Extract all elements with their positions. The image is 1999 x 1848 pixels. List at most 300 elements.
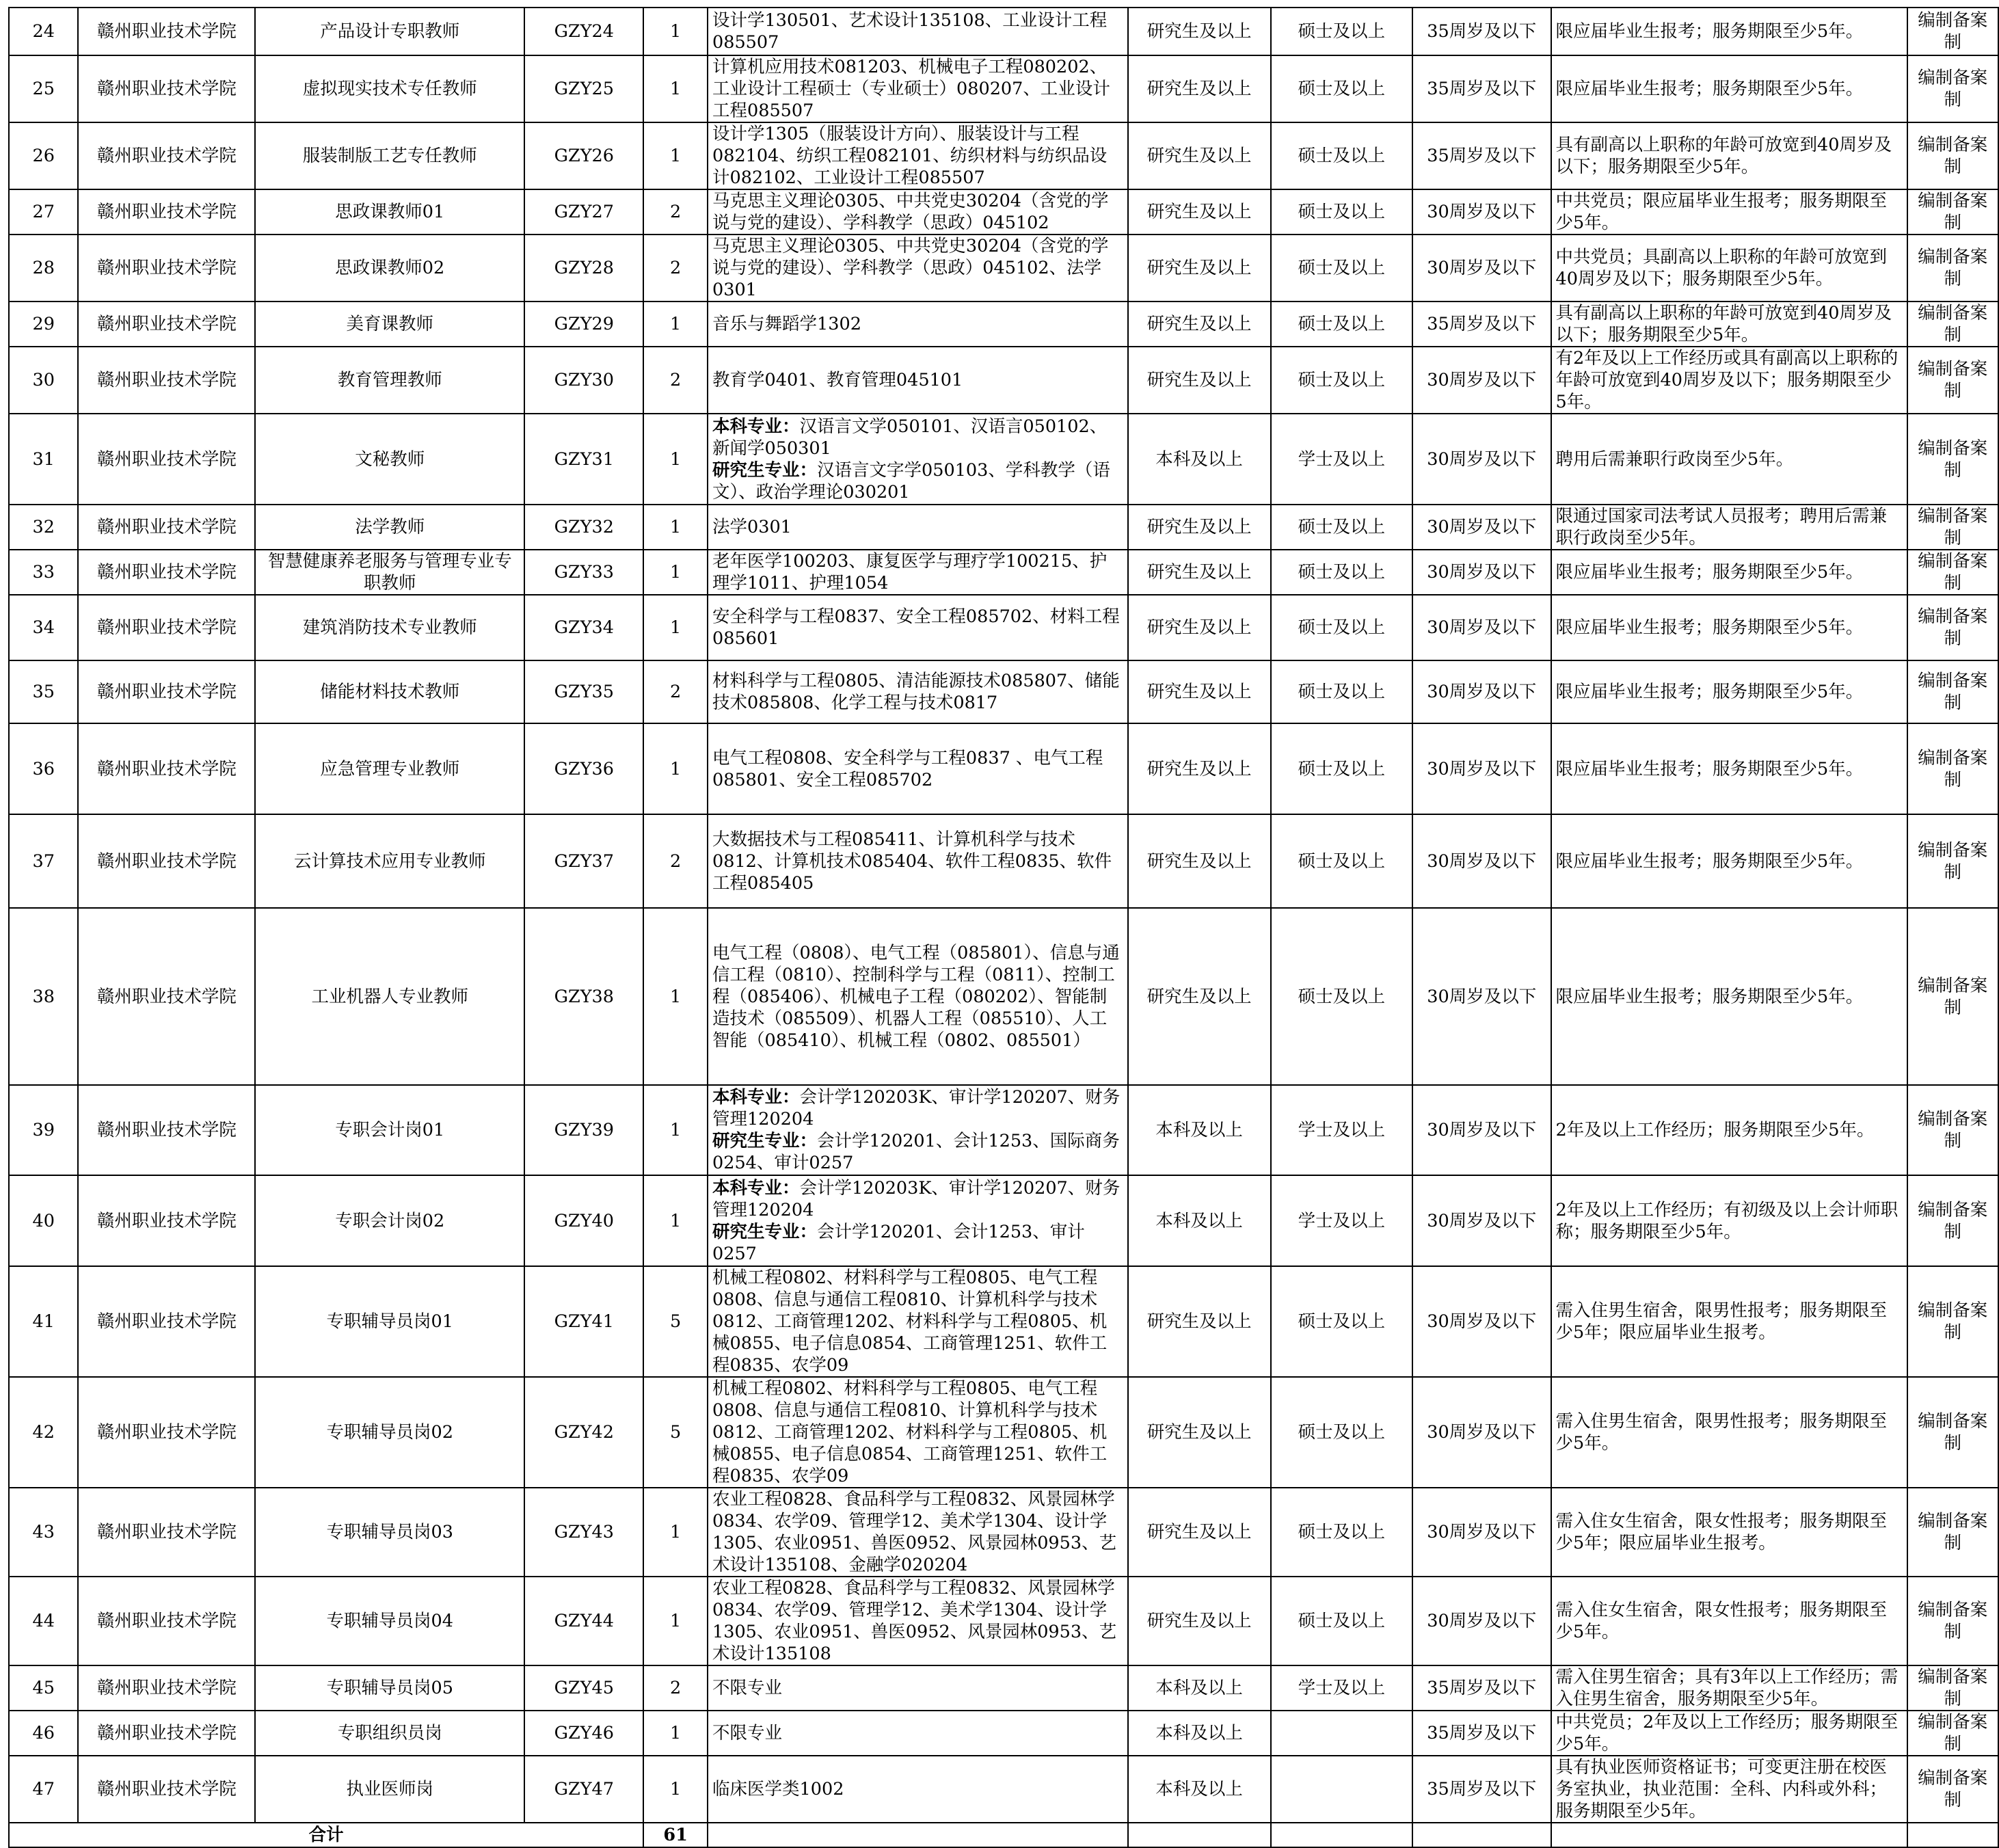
education-cell: 本科及以上	[1128, 1175, 1271, 1266]
total-empty-cell	[1271, 1823, 1412, 1847]
other-requirements-cell: 中共党员；限应届毕业生报考；服务期限至少5年。	[1551, 189, 1907, 235]
table-row	[9, 550, 1998, 595]
staffing-type-cell: 编制备案制	[1907, 550, 1998, 595]
hiring-count-cell: 2	[643, 814, 708, 908]
post-name-cell: 产品设计专职教师	[255, 8, 524, 55]
table-row	[9, 122, 1998, 189]
post-code-cell: GZY44	[524, 1577, 643, 1665]
age-limit-cell: 30周岁及以下	[1412, 347, 1551, 414]
major-requirement-cell: 不限专业	[708, 1711, 1128, 1756]
staffing-type-cell: 编制备案制	[1907, 235, 1998, 302]
table-row	[9, 8, 1998, 55]
other-requirements-cell: 需入住男生宿舍；具有3年以上工作经历；需入住男生宿舍，服务期限至少5年。	[1551, 1665, 1907, 1711]
post-name-cell: 虚拟现实技术专任教师	[255, 55, 524, 122]
post-name-cell: 美育课教师	[255, 302, 524, 347]
table-row	[9, 302, 1998, 347]
major-requirement-cell	[708, 1085, 1128, 1175]
employer-cell: 赣州职业技术学院	[78, 1577, 255, 1665]
other-requirements-cell: 需入住女生宿舍，限女性报考；服务期限至少5年；限应届毕业生报考。	[1551, 1488, 1907, 1577]
post-name-cell: 专职会计岗02	[255, 1175, 524, 1266]
post-code-cell: GZY29	[524, 302, 643, 347]
row-number-cell: 44	[9, 1577, 78, 1665]
post-code-cell: GZY43	[524, 1488, 643, 1577]
post-name-cell: 文秘教师	[255, 414, 524, 505]
employer-cell: 赣州职业技术学院	[78, 1377, 255, 1488]
post-code-cell: GZY39	[524, 1085, 643, 1175]
post-code-cell: GZY38	[524, 908, 643, 1085]
other-requirements-cell: 2年及以上工作经历；服务期限至少5年。	[1551, 1085, 1907, 1175]
major-requirement-cell: 临床医学类1002	[708, 1756, 1128, 1823]
age-limit-cell: 30周岁及以下	[1412, 1175, 1551, 1266]
hiring-count-cell: 2	[643, 347, 708, 414]
staffing-type-cell: 编制备案制	[1907, 414, 1998, 505]
row-number-cell: 32	[9, 505, 78, 550]
row-number-cell: 36	[9, 723, 78, 814]
major-requirement-cell: 电气工程（0808）、电气工程（085801）、信息与通信工程（0810）、控制科学与工程（0811）、控制工程（085406）、机械电子工程（080202）、智能制造技术（085509）、机器人工程（085510）、人工智能（085410）、机械工程（0802、085501）	[708, 908, 1128, 1085]
employer-cell: 赣州职业技术学院	[78, 908, 255, 1085]
degree-cell: 硕士及以上	[1271, 235, 1412, 302]
total-row	[9, 1823, 1998, 1847]
post-name-cell: 法学教师	[255, 505, 524, 550]
degree-cell: 硕士及以上	[1271, 908, 1412, 1085]
hiring-count-cell: 1	[643, 723, 708, 814]
major-list-text: 会计学120203K、审计学120207、财务管理120204	[712, 1177, 1121, 1220]
other-requirements-cell: 中共党员；具副高以上职称的年龄可放宽到40周岁及以下；服务期限至少5年。	[1551, 235, 1907, 302]
staffing-type-cell: 编制备案制	[1907, 595, 1998, 660]
table-row	[9, 1665, 1998, 1711]
major-line	[712, 1177, 1123, 1221]
post-name-cell: 专职辅导员岗03	[255, 1488, 524, 1577]
degree-cell: 硕士及以上	[1271, 8, 1412, 55]
education-cell: 本科及以上	[1128, 1085, 1271, 1175]
major-requirement-cell: 机械工程0802、材料科学与工程0805、电气工程0808、信息与通信工程0810、计算机科学与技术0812、工商管理1202、材料科学与工程0805、机械0855、电子信息0854、工商管理1251、软件工程0835、农学09	[708, 1377, 1128, 1488]
post-name-cell: 专职辅导员岗01	[255, 1266, 524, 1377]
hiring-count-cell: 2	[643, 660, 708, 723]
row-number-cell: 45	[9, 1665, 78, 1711]
degree-cell: 硕士及以上	[1271, 1488, 1412, 1577]
post-name-cell: 智慧健康养老服务与管理专业专职教师	[255, 550, 524, 595]
row-number-cell: 40	[9, 1175, 78, 1266]
major-requirement-cell: 农业工程0828、食品科学与工程0832、风景园林学0834、农学09、管理学12、美术学1304、设计学1305、农业0951、兽医0952、风景园林0953、艺术设计135108、金融学020204	[708, 1488, 1128, 1577]
major-requirement-cell: 马克思主义理论0305、中共党史30204（含党的学说与党的建设）、学科教学（思政）045102	[708, 189, 1128, 235]
employer-cell: 赣州职业技术学院	[78, 1711, 255, 1756]
major-requirement-cell	[708, 1175, 1128, 1266]
degree-cell: 硕士及以上	[1271, 55, 1412, 122]
staffing-type-cell: 编制备案制	[1907, 1377, 1998, 1488]
age-limit-cell: 30周岁及以下	[1412, 660, 1551, 723]
other-requirements-cell: 限应届毕业生报考；服务期限至少5年。	[1551, 814, 1907, 908]
hiring-count-cell: 1	[643, 55, 708, 122]
degree-cell: 硕士及以上	[1271, 550, 1412, 595]
major-requirement-cell: 老年医学100203、康复医学与理疗学100215、护理学1011、护理1054	[708, 550, 1128, 595]
education-cell: 本科及以上	[1128, 1665, 1271, 1711]
post-code-cell: GZY41	[524, 1266, 643, 1377]
employer-cell: 赣州职业技术学院	[78, 814, 255, 908]
table-row	[9, 235, 1998, 302]
degree-cell: 硕士及以上	[1271, 723, 1412, 814]
post-code-cell: GZY40	[524, 1175, 643, 1266]
total-empty-cell	[708, 1823, 1128, 1847]
table-row	[9, 414, 1998, 505]
degree-cell: 硕士及以上	[1271, 122, 1412, 189]
table-row	[9, 1577, 1998, 1665]
post-name-cell: 应急管理专业教师	[255, 723, 524, 814]
employer-cell: 赣州职业技术学院	[78, 505, 255, 550]
total-empty-cell	[1551, 1823, 1907, 1847]
education-cell: 研究生及以上	[1128, 55, 1271, 122]
row-number-cell: 47	[9, 1756, 78, 1823]
major-requirement-cell: 大数据技术与工程085411、计算机科学与技术0812、计算机技术085404、软件工程0835、软件工程085405	[708, 814, 1128, 908]
post-code-cell: GZY26	[524, 122, 643, 189]
age-limit-cell: 35周岁及以下	[1412, 8, 1551, 55]
table-row	[9, 347, 1998, 414]
table-row	[9, 1377, 1998, 1488]
degree-cell: 学士及以上	[1271, 414, 1412, 505]
other-requirements-cell: 需入住男生宿舍，限男性报考；服务期限至少5年。	[1551, 1377, 1907, 1488]
post-name-cell: 专职会计岗01	[255, 1085, 524, 1175]
total-empty-cell	[1907, 1823, 1998, 1847]
employer-cell: 赣州职业技术学院	[78, 723, 255, 814]
row-number-cell: 42	[9, 1377, 78, 1488]
row-number-cell: 37	[9, 814, 78, 908]
degree-cell: 硕士及以上	[1271, 1577, 1412, 1665]
hiring-count-cell: 1	[643, 1085, 708, 1175]
education-cell: 研究生及以上	[1128, 595, 1271, 660]
hiring-count-cell: 1	[643, 1175, 708, 1266]
age-limit-cell: 30周岁及以下	[1412, 1377, 1551, 1488]
staffing-type-cell: 编制备案制	[1907, 1266, 1998, 1377]
age-limit-cell: 35周岁及以下	[1412, 122, 1551, 189]
major-requirement-cell: 农业工程0828、食品科学与工程0832、风景园林学0834、农学09、管理学12、美术学1304、设计学1305、农业0951、兽医0952、风景园林0953、艺术设计135108	[708, 1577, 1128, 1665]
employer-cell: 赣州职业技术学院	[78, 8, 255, 55]
other-requirements-cell: 限应届毕业生报考；服务期限至少5年。	[1551, 908, 1907, 1085]
post-name-cell: 服装制版工艺专任教师	[255, 122, 524, 189]
table-row	[9, 55, 1998, 122]
education-cell: 研究生及以上	[1128, 723, 1271, 814]
staffing-type-cell: 编制备案制	[1907, 189, 1998, 235]
hiring-count-cell: 2	[643, 235, 708, 302]
total-count: 61	[643, 1823, 708, 1847]
other-requirements-cell: 需入住女生宿舍，限女性报考；服务期限至少5年。	[1551, 1577, 1907, 1665]
table-row	[9, 908, 1998, 1085]
education-cell: 研究生及以上	[1128, 302, 1271, 347]
major-line	[712, 1086, 1123, 1130]
degree-cell: 硕士及以上	[1271, 595, 1412, 660]
employer-cell: 赣州职业技术学院	[78, 122, 255, 189]
degree-cell: 学士及以上	[1271, 1175, 1412, 1266]
age-limit-cell: 35周岁及以下	[1412, 302, 1551, 347]
staffing-type-cell: 编制备案制	[1907, 1711, 1998, 1756]
age-limit-cell: 30周岁及以下	[1412, 189, 1551, 235]
post-code-cell: GZY42	[524, 1377, 643, 1488]
employer-cell: 赣州职业技术学院	[78, 189, 255, 235]
post-code-cell: GZY33	[524, 550, 643, 595]
other-requirements-cell: 限应届毕业生报考；服务期限至少5年。	[1551, 723, 1907, 814]
age-limit-cell: 30周岁及以下	[1412, 908, 1551, 1085]
other-requirements-cell: 限应届毕业生报考；服务期限至少5年。	[1551, 660, 1907, 723]
post-name-cell: 教育管理教师	[255, 347, 524, 414]
row-number-cell: 38	[9, 908, 78, 1085]
table-row	[9, 723, 1998, 814]
staffing-type-cell: 编制备案制	[1907, 723, 1998, 814]
age-limit-cell: 30周岁及以下	[1412, 1577, 1551, 1665]
staffing-type-cell: 编制备案制	[1907, 347, 1998, 414]
age-limit-cell: 30周岁及以下	[1412, 723, 1551, 814]
post-name-cell: 执业医师岗	[255, 1756, 524, 1823]
hiring-count-cell: 1	[643, 595, 708, 660]
hiring-count-cell: 1	[643, 8, 708, 55]
age-limit-cell: 35周岁及以下	[1412, 55, 1551, 122]
post-code-cell: GZY35	[524, 660, 643, 723]
table-row	[9, 505, 1998, 550]
post-name-cell: 专职辅导员岗05	[255, 1665, 524, 1711]
hiring-count-cell: 1	[643, 122, 708, 189]
staffing-type-cell: 编制备案制	[1907, 1665, 1998, 1711]
major-requirement-cell	[708, 414, 1128, 505]
post-name-cell: 工业机器人专业教师	[255, 908, 524, 1085]
post-name-cell: 云计算技术应用专业教师	[255, 814, 524, 908]
other-requirements-cell: 限应届毕业生报考；服务期限至少5年。	[1551, 595, 1907, 660]
employer-cell: 赣州职业技术学院	[78, 550, 255, 595]
staffing-type-cell: 编制备案制	[1907, 908, 1998, 1085]
table-row	[9, 595, 1998, 660]
post-code-cell: GZY32	[524, 505, 643, 550]
hiring-count-cell: 1	[643, 505, 708, 550]
employer-cell: 赣州职业技术学院	[78, 1085, 255, 1175]
major-line	[712, 459, 1123, 503]
staffing-type-cell: 编制备案制	[1907, 1085, 1998, 1175]
post-name-cell: 储能材料技术教师	[255, 660, 524, 723]
age-limit-cell: 30周岁及以下	[1412, 414, 1551, 505]
degree-cell: 硕士及以上	[1271, 660, 1412, 723]
post-code-cell: GZY36	[524, 723, 643, 814]
education-cell: 研究生及以上	[1128, 550, 1271, 595]
major-line	[712, 1221, 1123, 1265]
major-requirement-cell: 机械工程0802、材料科学与工程0805、电气工程0808、信息与通信工程0810、计算机科学与技术0812、工商管理1202、材料科学与工程0805、机械0855、电子信息0854、工商管理1251、软件工程0835、农学09	[708, 1266, 1128, 1377]
major-level-label: 本科专业：	[712, 1177, 800, 1198]
table-row	[9, 1085, 1998, 1175]
age-limit-cell: 35周岁及以下	[1412, 1665, 1551, 1711]
employer-cell: 赣州职业技术学院	[78, 1488, 255, 1577]
table-row	[9, 1175, 1998, 1266]
major-requirement-cell: 计算机应用技术081203、机械电子工程080202、工业设计工程硕士（专业硕士）080207、工业设计工程085507	[708, 55, 1128, 122]
age-limit-cell: 30周岁及以下	[1412, 235, 1551, 302]
post-code-cell: GZY46	[524, 1711, 643, 1756]
major-level-label: 研究生专业：	[712, 459, 818, 481]
degree-cell	[1271, 1756, 1412, 1823]
row-number-cell: 43	[9, 1488, 78, 1577]
education-cell: 研究生及以上	[1128, 1488, 1271, 1577]
education-cell: 研究生及以上	[1128, 189, 1271, 235]
major-requirement-cell: 材料科学与工程0805、清洁能源技术085807、储能技术085808、化学工程与技术0817	[708, 660, 1128, 723]
table-row	[9, 1266, 1998, 1377]
hiring-count-cell: 1	[643, 414, 708, 505]
post-name-cell: 专职辅导员岗02	[255, 1377, 524, 1488]
post-code-cell: GZY34	[524, 595, 643, 660]
hiring-count-cell: 1	[643, 1756, 708, 1823]
row-number-cell: 41	[9, 1266, 78, 1377]
age-limit-cell: 30周岁及以下	[1412, 505, 1551, 550]
age-limit-cell: 30周岁及以下	[1412, 814, 1551, 908]
education-cell: 研究生及以上	[1128, 660, 1271, 723]
education-cell: 研究生及以上	[1128, 505, 1271, 550]
table-row	[9, 1488, 1998, 1577]
staffing-type-cell: 编制备案制	[1907, 1756, 1998, 1823]
education-cell: 研究生及以上	[1128, 122, 1271, 189]
row-number-cell: 26	[9, 122, 78, 189]
major-level-label: 本科专业：	[712, 416, 800, 437]
age-limit-cell: 30周岁及以下	[1412, 550, 1551, 595]
degree-cell: 硕士及以上	[1271, 189, 1412, 235]
employer-cell: 赣州职业技术学院	[78, 235, 255, 302]
row-number-cell: 29	[9, 302, 78, 347]
hiring-count-cell: 1	[643, 302, 708, 347]
other-requirements-cell: 需入住男生宿舍，限男性报考；服务期限至少5年；限应届毕业生报考。	[1551, 1266, 1907, 1377]
post-code-cell: GZY47	[524, 1756, 643, 1823]
staffing-type-cell: 编制备案制	[1907, 302, 1998, 347]
education-cell: 研究生及以上	[1128, 814, 1271, 908]
major-level-label: 研究生专业：	[712, 1131, 818, 1151]
row-number-cell: 24	[9, 8, 78, 55]
degree-cell: 硕士及以上	[1271, 505, 1412, 550]
total-empty-cell	[1128, 1823, 1271, 1847]
post-code-cell: GZY30	[524, 347, 643, 414]
major-requirement-cell: 音乐与舞蹈学1302	[708, 302, 1128, 347]
education-cell: 本科及以上	[1128, 1756, 1271, 1823]
staffing-type-cell: 编制备案制	[1907, 1488, 1998, 1577]
other-requirements-cell: 2年及以上工作经历；有初级及以上会计师职称；服务期限至少5年。	[1551, 1175, 1907, 1266]
employer-cell: 赣州职业技术学院	[78, 1175, 255, 1266]
degree-cell: 硕士及以上	[1271, 814, 1412, 908]
row-number-cell: 25	[9, 55, 78, 122]
major-list-text: 会计学120201、会计1253、国际商务0254、审计0257	[712, 1131, 1120, 1173]
hiring-count-cell: 2	[643, 1665, 708, 1711]
major-requirement-cell: 安全科学与工程0837、安全工程085702、材料工程085601	[708, 595, 1128, 660]
employer-cell: 赣州职业技术学院	[78, 595, 255, 660]
education-cell: 研究生及以上	[1128, 1266, 1271, 1377]
row-number-cell: 30	[9, 347, 78, 414]
education-cell: 研究生及以上	[1128, 1577, 1271, 1665]
other-requirements-cell: 限应届毕业生报考；服务期限至少5年。	[1551, 8, 1907, 55]
hiring-count-cell: 5	[643, 1266, 708, 1377]
age-limit-cell: 35周岁及以下	[1412, 1711, 1551, 1756]
table-body	[9, 8, 1998, 1847]
age-limit-cell: 30周岁及以下	[1412, 1488, 1551, 1577]
employer-cell: 赣州职业技术学院	[78, 660, 255, 723]
hiring-count-cell: 1	[643, 908, 708, 1085]
table-row	[9, 814, 1998, 908]
education-cell: 本科及以上	[1128, 1711, 1271, 1756]
employer-cell: 赣州职业技术学院	[78, 1266, 255, 1377]
major-line	[712, 1130, 1123, 1174]
age-limit-cell: 35周岁及以下	[1412, 1756, 1551, 1823]
staffing-type-cell: 编制备案制	[1907, 814, 1998, 908]
row-number-cell: 31	[9, 414, 78, 505]
post-code-cell: GZY25	[524, 55, 643, 122]
degree-cell: 硕士及以上	[1271, 1266, 1412, 1377]
staffing-type-cell: 编制备案制	[1907, 1175, 1998, 1266]
employer-cell: 赣州职业技术学院	[78, 347, 255, 414]
row-number-cell: 28	[9, 235, 78, 302]
employer-cell: 赣州职业技术学院	[78, 1665, 255, 1711]
other-requirements-cell: 中共党员；2年及以上工作经历；服务期限至少5年。	[1551, 1711, 1907, 1756]
staffing-type-cell: 编制备案制	[1907, 8, 1998, 55]
post-name-cell: 专职组织员岗	[255, 1711, 524, 1756]
staffing-type-cell: 编制备案制	[1907, 55, 1998, 122]
degree-cell: 硕士及以上	[1271, 302, 1412, 347]
age-limit-cell: 30周岁及以下	[1412, 595, 1551, 660]
table-row	[9, 1711, 1998, 1756]
staffing-type-cell: 编制备案制	[1907, 505, 1998, 550]
employer-cell: 赣州职业技术学院	[78, 1756, 255, 1823]
hiring-count-cell: 2	[643, 189, 708, 235]
other-requirements-cell: 具有副高以上职称的年龄可放宽到40周岁及以下；服务期限至少5年。	[1551, 122, 1907, 189]
major-requirement-cell: 电气工程0808、安全科学与工程0837 、电气工程085801、安全工程085702	[708, 723, 1128, 814]
major-requirement-cell: 不限专业	[708, 1665, 1128, 1711]
degree-cell: 学士及以上	[1271, 1665, 1412, 1711]
education-cell: 研究生及以上	[1128, 908, 1271, 1085]
other-requirements-cell: 具有执业医师资格证书；可变更注册在校医务室执业，执业范围：全科、内科或外科；服务期限至少5年。	[1551, 1756, 1907, 1823]
other-requirements-cell: 具有副高以上职称的年龄可放宽到40周岁及以下；服务期限至少5年。	[1551, 302, 1907, 347]
row-number-cell: 27	[9, 189, 78, 235]
other-requirements-cell: 聘用后需兼职行政岗至少5年。	[1551, 414, 1907, 505]
major-requirement-cell: 教育学0401、教育管理045101	[708, 347, 1128, 414]
row-number-cell: 46	[9, 1711, 78, 1756]
hiring-count-cell: 1	[643, 550, 708, 595]
staffing-type-cell: 编制备案制	[1907, 660, 1998, 723]
major-level-label: 本科专业：	[712, 1087, 800, 1108]
post-name-cell: 思政课教师02	[255, 235, 524, 302]
hiring-count-cell: 1	[643, 1711, 708, 1756]
table-row	[9, 660, 1998, 723]
major-list-text: 会计学120203K、审计学120207、财务管理120204	[712, 1087, 1121, 1129]
hiring-count-cell: 1	[643, 1577, 708, 1665]
row-number-cell: 33	[9, 550, 78, 595]
total-empty-cell	[1412, 1823, 1551, 1847]
hiring-count-cell: 1	[643, 1488, 708, 1577]
other-requirements-cell: 限应届毕业生报考；服务期限至少5年。	[1551, 55, 1907, 122]
age-limit-cell: 30周岁及以下	[1412, 1085, 1551, 1175]
row-number-cell: 39	[9, 1085, 78, 1175]
education-cell: 本科及以上	[1128, 414, 1271, 505]
major-requirement-cell: 设计学1305（服装设计方向）、服装设计与工程082104、纺织工程082101、纺织材料与纺织品设计082102、工业设计工程085507	[708, 122, 1128, 189]
table-row	[9, 1756, 1998, 1823]
post-code-cell: GZY45	[524, 1665, 643, 1711]
row-number-cell: 34	[9, 595, 78, 660]
major-requirement-cell: 法学0301	[708, 505, 1128, 550]
employer-cell: 赣州职业技术学院	[78, 55, 255, 122]
post-code-cell: GZY24	[524, 8, 643, 55]
post-name-cell: 建筑消防技术专业教师	[255, 595, 524, 660]
hiring-count-cell: 5	[643, 1377, 708, 1488]
education-cell: 研究生及以上	[1128, 1377, 1271, 1488]
other-requirements-cell: 有2年及以上工作经历或具有副高以上职称的年龄可放宽到40周岁及以下；服务期限至少5年。	[1551, 347, 1907, 414]
age-limit-cell: 30周岁及以下	[1412, 1266, 1551, 1377]
post-name-cell: 思政课教师01	[255, 189, 524, 235]
recruitment-table	[8, 7, 1999, 1848]
major-list-text: 会计学120201、会计1253、审计0257	[712, 1221, 1085, 1264]
post-code-cell: GZY31	[524, 414, 643, 505]
post-code-cell: GZY37	[524, 814, 643, 908]
total-label: 合计	[9, 1823, 643, 1847]
major-line	[712, 416, 1123, 459]
degree-cell	[1271, 1711, 1412, 1756]
post-name-cell: 专职辅导员岗04	[255, 1577, 524, 1665]
row-number-cell: 35	[9, 660, 78, 723]
post-code-cell: GZY27	[524, 189, 643, 235]
other-requirements-cell: 限通过国家司法考试人员报考；聘用后需兼职行政岗至少5年。	[1551, 505, 1907, 550]
major-list-text: 汉语言文学050101、汉语言050102、新闻学050301	[712, 416, 1108, 459]
